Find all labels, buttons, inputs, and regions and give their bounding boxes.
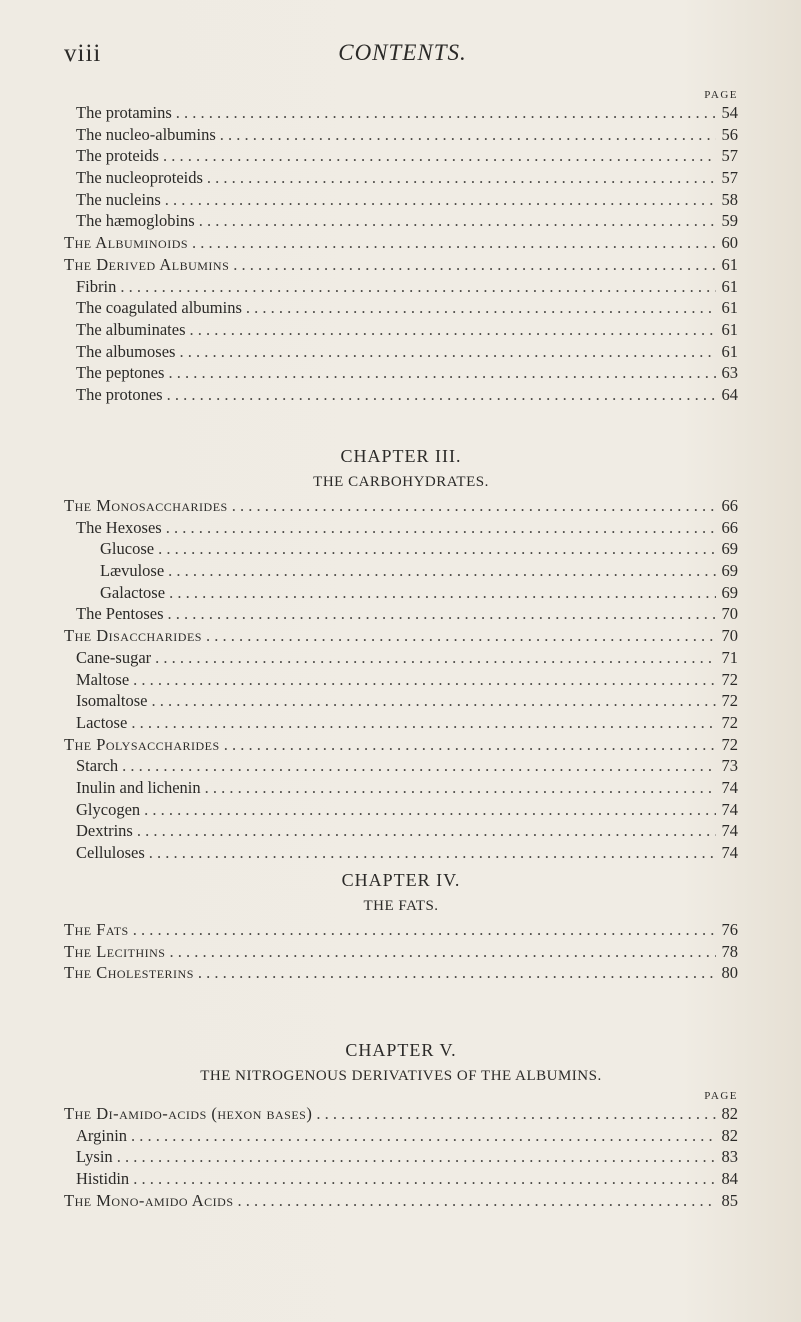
dot-leader bbox=[168, 560, 716, 582]
toc-entry-label: The Albuminoids bbox=[64, 233, 189, 253]
dot-leader bbox=[238, 1190, 717, 1212]
dot-leader bbox=[168, 603, 716, 625]
page-folio: viii bbox=[64, 40, 102, 67]
toc-entry bbox=[64, 919, 738, 941]
toc-entry-page: 61 bbox=[721, 341, 738, 361]
toc-entry-page: 71 bbox=[721, 647, 738, 667]
toc-entry-page: 78 bbox=[721, 941, 738, 961]
dot-leader bbox=[198, 962, 716, 984]
dot-leader bbox=[137, 820, 716, 842]
dot-leader bbox=[117, 1146, 716, 1168]
toc-entry bbox=[64, 1190, 738, 1212]
dot-leader bbox=[246, 297, 716, 319]
toc-entry bbox=[64, 842, 738, 864]
toc-entry bbox=[64, 384, 738, 406]
toc-entry-page: 69 bbox=[721, 582, 738, 602]
toc-chapter-4 bbox=[64, 867, 738, 984]
running-head bbox=[64, 40, 741, 80]
toc-entry-label: Dextrins bbox=[76, 821, 133, 841]
toc-entry-label: The albumoses bbox=[76, 341, 176, 361]
toc-entry bbox=[64, 755, 738, 777]
toc-entries bbox=[64, 102, 738, 406]
toc-entry bbox=[64, 777, 738, 799]
toc-entry-label: Starch bbox=[76, 756, 119, 776]
dot-leader bbox=[152, 690, 717, 712]
toc-entry-page: 61 bbox=[721, 276, 738, 296]
dot-leader bbox=[133, 919, 716, 941]
dot-leader bbox=[120, 276, 716, 298]
toc-entry-page: 61 bbox=[721, 298, 738, 318]
toc-entry-page: 58 bbox=[721, 189, 738, 209]
dot-leader bbox=[316, 1103, 716, 1125]
toc-entry-page: 61 bbox=[721, 254, 738, 274]
dot-leader bbox=[224, 734, 716, 756]
dot-leader bbox=[144, 799, 716, 821]
dot-leader bbox=[122, 755, 716, 777]
dot-leader bbox=[166, 517, 716, 539]
toc-entry bbox=[64, 1125, 738, 1147]
toc-entry-page: 74 bbox=[721, 821, 738, 841]
dot-leader bbox=[133, 669, 716, 691]
toc-entry bbox=[64, 538, 738, 560]
toc-entry bbox=[64, 1168, 738, 1190]
toc-entry-label: Maltose bbox=[76, 669, 130, 689]
toc-entries bbox=[64, 919, 738, 984]
dot-leader bbox=[199, 210, 716, 232]
dot-leader bbox=[190, 319, 716, 341]
toc-entry-page: 74 bbox=[721, 777, 738, 797]
toc-entry-label: Lactose bbox=[76, 712, 128, 732]
toc-entry-page: 85 bbox=[721, 1190, 738, 1210]
toc-entry-label: The hæmoglobins bbox=[76, 211, 195, 231]
toc-entry-label: The nucleo-albumins bbox=[76, 124, 216, 144]
dot-leader bbox=[176, 102, 716, 124]
toc-entry-label: The Di-amido-acids (hexon bases) bbox=[64, 1104, 313, 1123]
toc-entry-label: The nucleins bbox=[76, 189, 161, 209]
toc-entries bbox=[64, 1103, 738, 1211]
dot-leader bbox=[149, 842, 716, 864]
toc-entry-label: The Lecithins bbox=[64, 941, 166, 961]
toc-entry-page: 84 bbox=[721, 1169, 738, 1189]
toc-entry-label: The proteids bbox=[76, 146, 159, 166]
toc-entry bbox=[64, 254, 738, 276]
toc-entry bbox=[64, 625, 738, 647]
toc-entry bbox=[64, 341, 738, 363]
dot-leader bbox=[220, 124, 716, 146]
chapter-heading: CHAPTER IV. bbox=[341, 870, 461, 890]
toc-entry bbox=[64, 145, 738, 167]
dot-leader bbox=[163, 145, 716, 167]
toc-entry-page: 64 bbox=[721, 384, 738, 404]
toc-entry-label: The Hexoses bbox=[76, 517, 162, 537]
toc-entry-label: The Fats bbox=[64, 920, 129, 939]
dot-leader bbox=[205, 777, 716, 799]
toc-entry-page: 56 bbox=[721, 124, 738, 144]
toc-entry-page: 82 bbox=[721, 1104, 738, 1123]
toc-entry bbox=[64, 517, 738, 539]
toc-entry-label: The Monosaccharides bbox=[64, 496, 228, 515]
dot-leader bbox=[192, 232, 716, 254]
dot-leader bbox=[179, 341, 716, 363]
toc-entry bbox=[64, 941, 738, 963]
toc-entry-page: 63 bbox=[721, 363, 738, 383]
toc-entry bbox=[64, 167, 738, 189]
toc-entry-label: Glucose bbox=[100, 539, 155, 559]
dot-leader bbox=[158, 538, 716, 560]
toc-entry-label: Inulin and lichenin bbox=[76, 777, 201, 797]
chapter-subtitle: THE NITROGENOUS DERIVATIVES OF THE ALBUMINS. bbox=[200, 1068, 602, 1084]
toc-entry-page: 74 bbox=[721, 799, 738, 819]
toc-entry-label: The Mono-amido Acids bbox=[64, 1190, 234, 1210]
toc-entry-page: 80 bbox=[721, 963, 738, 983]
toc-entry-label: Fibrin bbox=[76, 276, 117, 296]
toc-entry-page: 69 bbox=[721, 539, 738, 559]
toc-entry bbox=[64, 102, 738, 124]
toc-entry bbox=[64, 276, 738, 298]
toc-entry-label: Cane-sugar bbox=[76, 647, 152, 667]
toc-entry-label: The protamins bbox=[76, 103, 172, 122]
toc-entry bbox=[64, 734, 738, 756]
toc-chapter-3 bbox=[64, 443, 738, 864]
toc-entry bbox=[64, 669, 738, 691]
toc-entry bbox=[64, 1146, 738, 1168]
toc-entry bbox=[64, 319, 738, 341]
toc-entry-page: 83 bbox=[721, 1147, 738, 1167]
toc-section-albumins bbox=[64, 88, 738, 406]
toc-entry-page: 72 bbox=[721, 669, 738, 689]
toc-entry bbox=[64, 712, 738, 734]
toc-entry-page: 76 bbox=[721, 920, 738, 939]
toc-entry bbox=[64, 962, 738, 984]
toc-entry-page: 59 bbox=[721, 211, 738, 231]
toc-entry-label: The peptones bbox=[76, 363, 165, 383]
toc-entry bbox=[64, 124, 738, 146]
toc-entry-label: The protones bbox=[76, 384, 163, 404]
toc-entry-label: Galactose bbox=[100, 582, 166, 602]
dot-leader bbox=[169, 582, 716, 604]
toc-entry-page: 74 bbox=[721, 843, 738, 862]
toc-entry bbox=[64, 690, 738, 712]
page-column-label: PAGE bbox=[704, 89, 738, 101]
toc-entry-page: 70 bbox=[721, 604, 738, 624]
dot-leader bbox=[232, 495, 716, 517]
toc-entry-label: Arginin bbox=[76, 1125, 128, 1145]
toc-entry bbox=[64, 495, 738, 517]
dot-leader bbox=[169, 941, 716, 963]
toc-entry bbox=[64, 647, 738, 669]
toc-entry bbox=[64, 189, 738, 211]
dot-leader bbox=[155, 647, 716, 669]
chapter-subtitle: THE FATS. bbox=[363, 898, 439, 914]
toc-entry-page: 66 bbox=[721, 517, 738, 537]
dot-leader bbox=[131, 1125, 716, 1147]
toc-chapter-5 bbox=[64, 1037, 738, 1211]
toc-entry bbox=[64, 232, 738, 254]
toc-entry-label: Celluloses bbox=[76, 843, 145, 862]
toc-entry-label: Lævulose bbox=[100, 561, 165, 581]
toc-entry bbox=[64, 1103, 738, 1125]
toc-entry-label: Glycogen bbox=[76, 799, 141, 819]
toc-entry-label: The Polysaccharides bbox=[64, 734, 220, 754]
toc-entry-label: The albuminates bbox=[76, 319, 186, 339]
toc-entry-page: 72 bbox=[721, 734, 738, 754]
toc-entries bbox=[64, 495, 738, 864]
toc-entry-page: 54 bbox=[721, 103, 738, 122]
toc-entry-label: The nucleoproteids bbox=[76, 168, 203, 188]
chapter-subtitle: THE CARBOHYDRATES. bbox=[313, 474, 489, 490]
toc-entry-page: 61 bbox=[721, 319, 738, 339]
toc-entry bbox=[64, 560, 738, 582]
toc-entry bbox=[64, 799, 738, 821]
toc-entry-page: 57 bbox=[721, 146, 738, 166]
chapter-heading: CHAPTER V. bbox=[345, 1040, 457, 1060]
toc-entry-label: The Derived Albumins bbox=[64, 254, 230, 274]
toc-entry bbox=[64, 582, 738, 604]
dot-leader bbox=[131, 712, 716, 734]
toc-entry-label: Lysin bbox=[76, 1147, 113, 1167]
toc-entry bbox=[64, 362, 738, 384]
dot-leader bbox=[165, 189, 716, 211]
toc-entry-label: The Disaccharides bbox=[64, 626, 202, 646]
page-title: CONTENTS. bbox=[338, 40, 467, 65]
toc-entry-label: Histidin bbox=[76, 1169, 130, 1189]
dot-leader bbox=[167, 384, 716, 406]
toc-entry bbox=[64, 210, 738, 232]
toc-entry-page: 66 bbox=[721, 496, 738, 515]
toc-entry-page: 82 bbox=[721, 1125, 738, 1145]
toc-entry-label: The Cholesterins bbox=[64, 963, 194, 983]
dot-leader bbox=[133, 1168, 716, 1190]
toc-entry-label: The coagulated albumins bbox=[76, 298, 242, 318]
dot-leader bbox=[206, 625, 716, 647]
toc-entry-label: Isomaltose bbox=[76, 691, 148, 711]
toc-entry bbox=[64, 297, 738, 319]
toc-entry-page: 72 bbox=[721, 691, 738, 711]
toc-entry-page: 60 bbox=[721, 233, 738, 253]
dot-leader bbox=[168, 362, 716, 384]
toc-entry bbox=[64, 603, 738, 625]
toc-entry-page: 69 bbox=[721, 561, 738, 581]
chapter-heading: CHAPTER III. bbox=[340, 446, 462, 466]
toc-entry-page: 73 bbox=[721, 756, 738, 776]
toc-entry-label: The Pentoses bbox=[76, 604, 164, 624]
dot-leader bbox=[233, 254, 716, 276]
toc-entry-page: 72 bbox=[721, 712, 738, 732]
page-column-label: PAGE bbox=[704, 1090, 738, 1102]
toc-entry bbox=[64, 820, 738, 842]
toc-entry-page: 70 bbox=[721, 626, 738, 646]
toc-entry-page: 57 bbox=[721, 168, 738, 188]
dot-leader bbox=[207, 167, 716, 189]
